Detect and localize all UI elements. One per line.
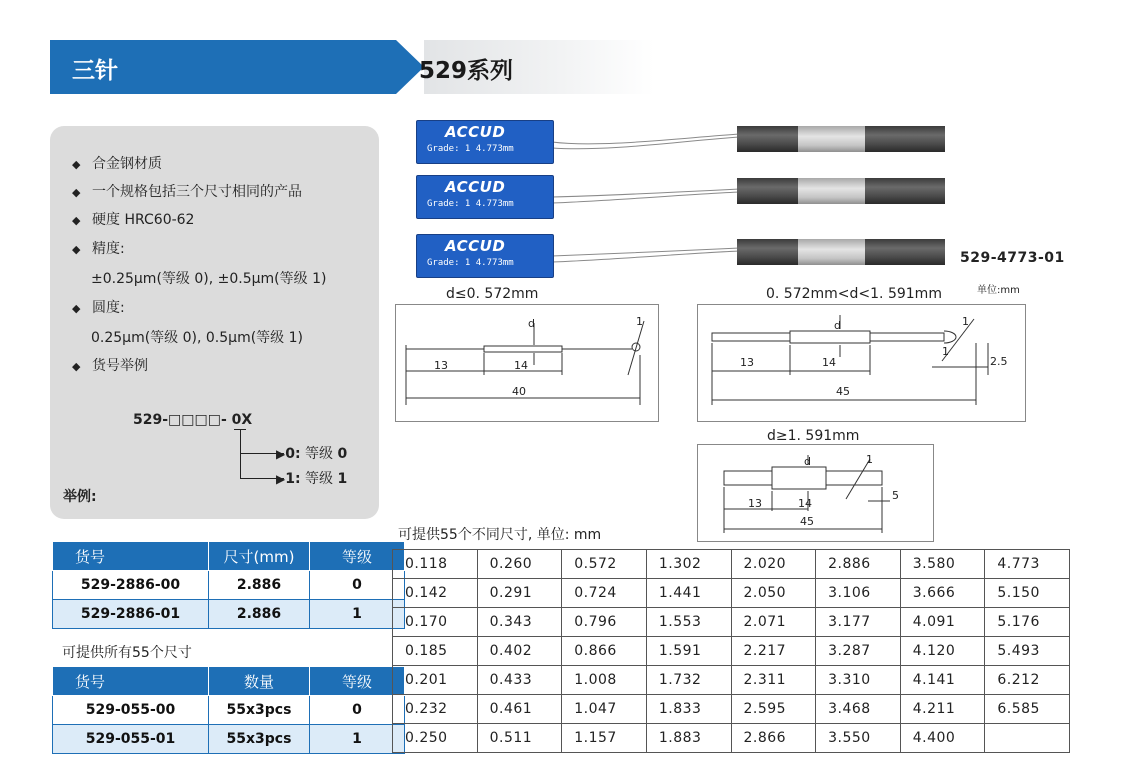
example-option-1 — [276, 468, 347, 488]
diagram-2-title: 0. 572mm<d<1. 591mm — [766, 286, 942, 302]
size-cell: 1.591 — [646, 637, 731, 666]
cell-part-no: 529-055-00 — [53, 696, 209, 725]
pin-band — [798, 239, 865, 265]
size-cell: 1.833 — [646, 695, 731, 724]
table-row — [393, 695, 1070, 724]
tag-grade-text: Grade: 1 4.773mm — [427, 144, 514, 154]
cell-grade: 1 — [310, 725, 405, 754]
col-header-part-no: 货号 — [53, 667, 209, 696]
size-cell: 6.585 — [985, 695, 1070, 724]
dim-tail: 5 — [892, 489, 899, 502]
option-text: 等级 — [305, 471, 334, 487]
dim-b: 14 — [514, 359, 528, 372]
size-cell: 0.185 — [393, 637, 478, 666]
size-cell: 3.666 — [900, 579, 985, 608]
brand-logo: ACCUD — [445, 237, 506, 255]
table-row — [53, 571, 405, 600]
measuring-pin — [737, 126, 945, 152]
cell-grade: 1 — [310, 600, 405, 629]
size-cell: 2.886 — [816, 550, 901, 579]
size-cell: 4.211 — [900, 695, 985, 724]
size-cell: 1.047 — [562, 695, 647, 724]
cell-grade: 0 — [310, 571, 405, 600]
order-table-single — [52, 541, 405, 629]
feature-text: 精度: — [92, 241, 125, 257]
size-cell: 5.176 — [985, 608, 1070, 637]
size-cell: 3.468 — [816, 695, 901, 724]
dim-total: 45 — [836, 385, 850, 398]
example-code: 529-□□□□- 0X — [133, 412, 253, 428]
diamond-bullet-icon: ◆ — [72, 214, 81, 227]
tag-grade-text: Grade: 1 4.773mm — [427, 199, 514, 209]
feature-text: 货号举例 — [92, 358, 148, 374]
col-header-grade: 等级 — [310, 667, 405, 696]
dim-angle-a: 1 — [962, 315, 969, 328]
example-connector — [240, 430, 241, 478]
example-label: 举例: — [63, 489, 97, 505]
cell-part-no: 529-2886-00 — [53, 571, 209, 600]
cell-part-no: 529-055-01 — [53, 725, 209, 754]
size-cell: 0.402 — [477, 637, 562, 666]
table-row — [393, 550, 1070, 579]
size-cell: 5.493 — [985, 637, 1070, 666]
option-code: 1: — [285, 471, 301, 487]
dim-d: d — [528, 317, 535, 330]
dim-a: 13 — [434, 359, 448, 372]
feature-text: 一个规格包括三个尺寸相同的产品 — [92, 184, 302, 200]
measuring-pin — [737, 178, 945, 204]
dim-total: 45 — [800, 515, 814, 528]
size-cell: 0.118 — [393, 550, 478, 579]
diagram-1-title: d≤0. 572mm — [446, 286, 539, 302]
size-cell: 2.071 — [731, 608, 816, 637]
table-header-row — [53, 667, 405, 696]
table-row — [53, 696, 405, 725]
size-cell: 1.732 — [646, 666, 731, 695]
cell-part-no: 529-2886-01 — [53, 600, 209, 629]
diagram-3-drawing — [698, 445, 933, 541]
size-cell: 0.343 — [477, 608, 562, 637]
size-cell: 3.106 — [816, 579, 901, 608]
dim-angle-b: 1 — [942, 345, 949, 358]
feature-item — [72, 355, 148, 375]
accuracy-values: ±0.25μm(等级 0), ±0.5μm(等级 1) — [91, 271, 327, 287]
dim-b: 14 — [798, 497, 812, 510]
cell-size: 2.886 — [209, 600, 310, 629]
feature-text: 圆度: — [92, 300, 125, 316]
table-row — [393, 579, 1070, 608]
size-cell: 2.217 — [731, 637, 816, 666]
size-cell: 1.302 — [646, 550, 731, 579]
col-header-quantity: 数量 — [209, 667, 310, 696]
pin-band — [798, 126, 865, 152]
table-row — [53, 600, 405, 629]
diagram-3 — [697, 444, 934, 542]
size-cell: 0.461 — [477, 695, 562, 724]
size-cell: 3.580 — [900, 550, 985, 579]
size-cell: 4.091 — [900, 608, 985, 637]
size-cell: 2.020 — [731, 550, 816, 579]
col-header-size: 尺寸(mm) — [209, 542, 310, 571]
size-cell: 0.511 — [477, 724, 562, 753]
size-cell: 0.201 — [393, 666, 478, 695]
brand-logo: ACCUD — [445, 178, 506, 196]
example-option-0 — [276, 443, 347, 463]
feature-text: 合金钢材质 — [92, 156, 162, 172]
option-value: 1 — [337, 471, 348, 487]
table-header-row — [53, 542, 405, 571]
diamond-bullet-icon: ◆ — [72, 158, 81, 171]
size-cell: 1.157 — [562, 724, 647, 753]
col-header-grade: 等级 — [310, 542, 405, 571]
size-cell: 1.008 — [562, 666, 647, 695]
diagram-2 — [697, 304, 1026, 422]
size-cell: 4.120 — [900, 637, 985, 666]
size-cell: 1.553 — [646, 608, 731, 637]
table-row — [393, 724, 1070, 753]
feature-text: 硬度 HRC60-62 — [92, 212, 195, 228]
cell-quantity: 55x3pcs — [209, 725, 310, 754]
dim-tail: 2.5 — [990, 355, 1008, 368]
size-cell: 0.170 — [393, 608, 478, 637]
size-cell: 0.291 — [477, 579, 562, 608]
table-row — [53, 725, 405, 754]
size-cell: 4.141 — [900, 666, 985, 695]
size-cell: 0.250 — [393, 724, 478, 753]
dim-b: 14 — [822, 356, 836, 369]
cell-grade: 0 — [310, 696, 405, 725]
diagram-2-drawing — [698, 305, 1025, 421]
size-cell: 0.433 — [477, 666, 562, 695]
category-title: 三针 — [72, 58, 118, 84]
size-cell: 0.260 — [477, 550, 562, 579]
size-cell: 4.400 — [900, 724, 985, 753]
tag-grade-text: Grade: 1 4.773mm — [427, 258, 514, 268]
order-table-set — [52, 666, 405, 754]
size-cell: 0.572 — [562, 550, 647, 579]
size-cell: 0.866 — [562, 637, 647, 666]
sizes-table — [392, 549, 1070, 753]
size-cell: 4.773 — [985, 550, 1070, 579]
table-row — [393, 608, 1070, 637]
cell-size: 2.886 — [209, 571, 310, 600]
measuring-pin — [737, 239, 945, 265]
grade-tag — [416, 120, 554, 164]
size-cell: 0.724 — [562, 579, 647, 608]
roundness-values: 0.25μm(等级 0), 0.5μm(等级 1) — [91, 330, 303, 346]
dim-d: d — [804, 455, 811, 468]
size-cell: 3.550 — [816, 724, 901, 753]
dim-a: 13 — [748, 497, 762, 510]
size-cell: 3.310 — [816, 666, 901, 695]
size-cell: 2.866 — [731, 724, 816, 753]
size-cell: 2.050 — [731, 579, 816, 608]
unit-label: 单位:mm — [977, 285, 1020, 296]
option-code: 0: — [285, 446, 301, 462]
table-row — [393, 637, 1070, 666]
option-text: 等级 — [305, 446, 334, 462]
arrow-right-icon: ▶ — [276, 472, 286, 486]
diagram-1 — [395, 304, 659, 422]
diamond-bullet-icon: ◆ — [72, 302, 81, 315]
sizes-table-body — [393, 550, 1070, 753]
size-cell: 3.177 — [816, 608, 901, 637]
size-cell: 1.883 — [646, 724, 731, 753]
grade-tag — [416, 175, 554, 219]
dim-d: d — [834, 319, 841, 332]
option-value: 0 — [337, 446, 348, 462]
size-cell: 0.232 — [393, 695, 478, 724]
size-cell: 2.595 — [731, 695, 816, 724]
series-title: 529系列 — [419, 58, 514, 84]
size-cell: 0.142 — [393, 579, 478, 608]
photo-part-number: 529-4773-01 — [960, 250, 1065, 266]
feature-item — [72, 297, 125, 317]
diamond-bullet-icon: ◆ — [72, 360, 81, 373]
diamond-bullet-icon: ◆ — [72, 186, 81, 199]
size-cell: 3.287 — [816, 637, 901, 666]
arrow-right-icon: ▶ — [276, 447, 286, 461]
dim-angle: 1 — [866, 453, 873, 466]
diagram-1-drawing — [396, 305, 658, 421]
col-header-part-no: 货号 — [53, 542, 209, 571]
diagram-3-title: d≥1. 591mm — [767, 428, 860, 444]
table-row — [393, 666, 1070, 695]
size-cell: 0.796 — [562, 608, 647, 637]
dim-a: 13 — [740, 356, 754, 369]
dim-angle: 1 — [636, 315, 643, 328]
grade-tag — [416, 234, 554, 278]
size-cell — [985, 724, 1070, 753]
diamond-bullet-icon: ◆ — [72, 243, 81, 256]
cell-quantity: 55x3pcs — [209, 696, 310, 725]
all-sizes-note: 可提供所有55个尺寸 — [62, 645, 192, 661]
brand-logo: ACCUD — [445, 123, 506, 141]
sizes-caption: 可提供55个不同尺寸, 单位: mm — [398, 527, 602, 543]
size-cell: 5.150 — [985, 579, 1070, 608]
size-cell: 6.212 — [985, 666, 1070, 695]
pin-band — [798, 178, 865, 204]
size-cell: 2.311 — [731, 666, 816, 695]
dim-total: 40 — [512, 385, 526, 398]
size-cell: 1.441 — [646, 579, 731, 608]
